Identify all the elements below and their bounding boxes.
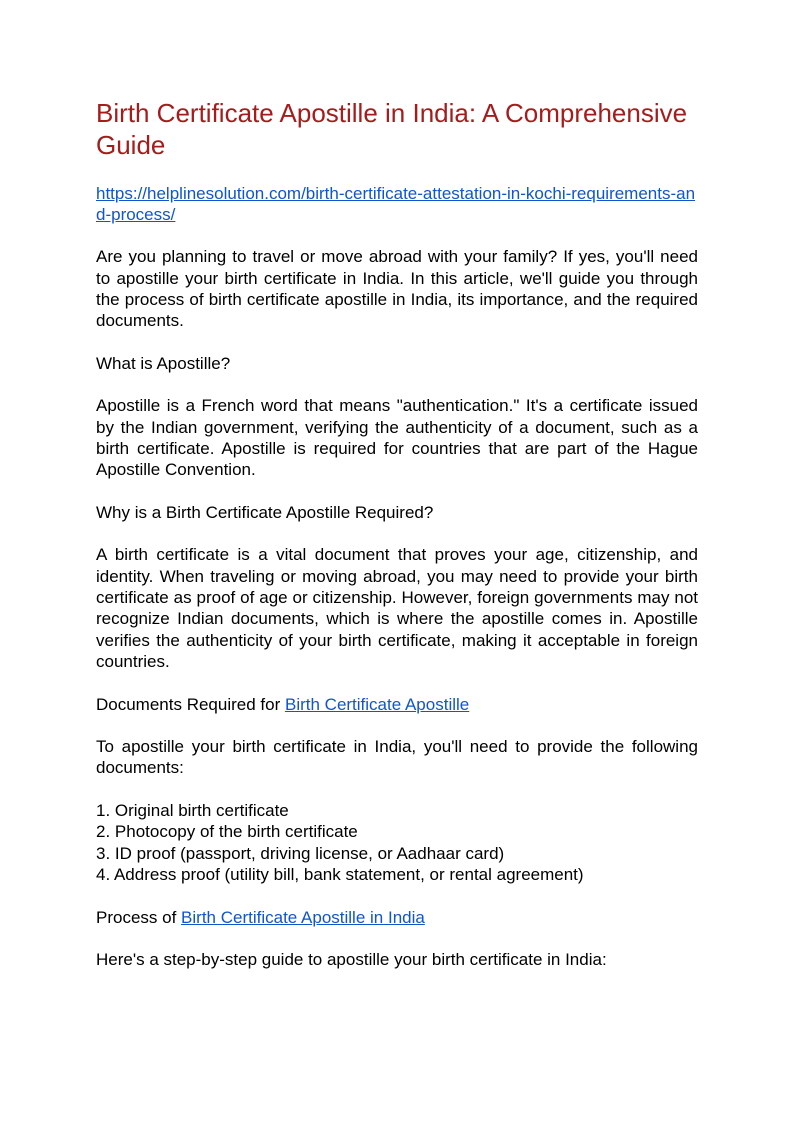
list-item: 4. Address proof (utility bill, bank statement, or rental agreement) bbox=[96, 864, 584, 884]
birth-certificate-apostille-link[interactable]: Birth Certificate Apostille bbox=[284, 694, 470, 714]
what-paragraph: Apostille is a French word that means "authentication." It's a certificate issued by the Indian government, verifying the authenticity of a document, such as a birth certificate. Apostille is required for countries that are part of the Hague Apostille Convention. bbox=[96, 396, 698, 480]
documents-intro: To apostille your birth certificate in India, you'll need to provide the following documents: bbox=[96, 737, 698, 778]
page-title: Birth Certificate Apostille in India: A Comprehensive Guide bbox=[96, 98, 688, 160]
list-item: 1. Original birth certificate bbox=[96, 801, 289, 821]
documents-heading-text: Documents Required for bbox=[96, 694, 285, 714]
source-url-link[interactable]: https://helplinesolution.com/birth-certificate-attestation-in-kochi-requirements-and-process/ bbox=[96, 184, 696, 224]
documents-heading bbox=[96, 694, 698, 715]
document-page bbox=[96, 97, 698, 970]
intro-paragraph: Are you planning to travel or move abroad with your family? If yes, you'll need to apostille your birth certificate in India. In this article, we'll guide you through the process of birth certificate apostille in India, its importance, and the required documents. bbox=[96, 247, 698, 331]
process-intro: Here's a step-by-step guide to apostille your birth certificate in India: bbox=[96, 950, 607, 970]
birth-certificate-apostille-india-link[interactable]: Birth Certificate Apostille in India bbox=[181, 907, 425, 927]
list-item: 3. ID proof (passport, driving license, or Aadhaar card) bbox=[96, 843, 505, 863]
why-heading: Why is a Birth Certificate Apostille Required? bbox=[96, 502, 434, 522]
why-paragraph: A birth certificate is a vital document that proves your age, citizenship, and identity. When traveling or moving abroad, you may need to provide your birth certificate as proof of age or citizenship. However, foreign governments may not recognize Indian documents, which is where the apostille comes in. Apostille verifies the authenticity of your birth certificate, making it acceptable in foreign countries. bbox=[96, 545, 698, 671]
process-heading-text: Process of bbox=[96, 907, 182, 927]
documents-list bbox=[96, 800, 698, 885]
what-heading: What is Apostille? bbox=[96, 353, 231, 373]
process-heading bbox=[96, 907, 698, 928]
list-item: 2. Photocopy of the birth certificate bbox=[96, 822, 358, 842]
